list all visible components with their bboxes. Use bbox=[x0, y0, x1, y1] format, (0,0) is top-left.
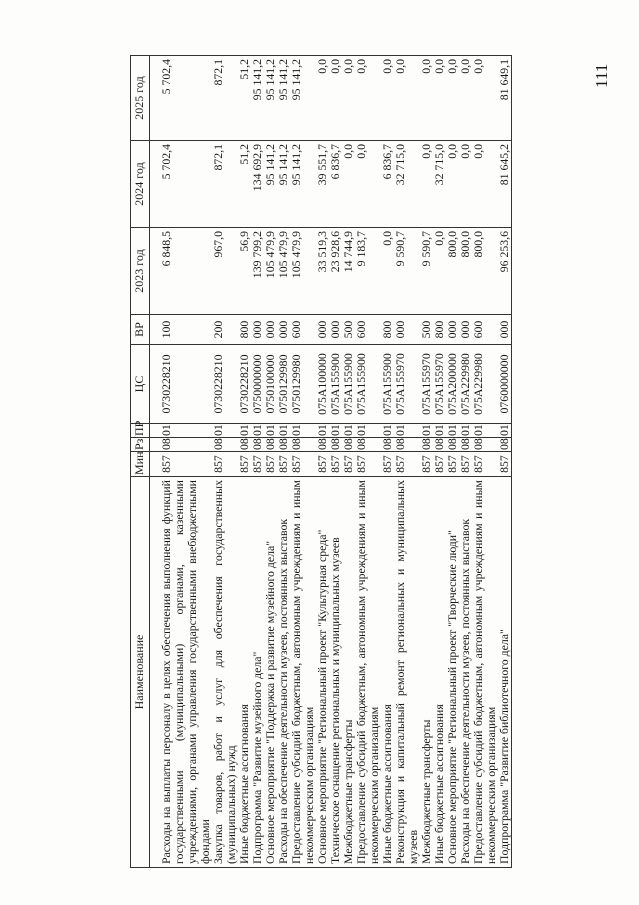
row-name: Основное мероприятие "Региональный проект "Творческие люди" bbox=[446, 477, 459, 868]
row-rz: 08 bbox=[472, 438, 498, 452]
row-cs: 0760000000 bbox=[498, 345, 512, 424]
row-amount-2023: 6 848,5 bbox=[160, 228, 212, 315]
row-amount-2023: 9 590,7 bbox=[420, 228, 433, 315]
budget-table bbox=[130, 55, 512, 868]
row-min: 857 bbox=[342, 452, 355, 477]
row-pr: 01 bbox=[160, 424, 212, 438]
row-vr: 000 bbox=[329, 315, 342, 345]
row-pr: 01 bbox=[445, 424, 459, 436]
row-vr: 000 bbox=[498, 315, 512, 345]
row-amount-2024: 95 141,2 bbox=[290, 141, 316, 228]
row-rz: 08 bbox=[276, 438, 290, 450]
row-cs: 0750000000 bbox=[251, 345, 264, 424]
row-amount-2023: 23 928,6 bbox=[329, 228, 342, 315]
row-amount-2023: 33 519,3 bbox=[316, 228, 329, 315]
row-pr: 01 bbox=[250, 424, 264, 436]
row-amount-2023: 105 479,9 bbox=[290, 228, 316, 315]
table-row bbox=[472, 56, 498, 868]
row-vr: 800 bbox=[238, 315, 251, 345]
row-min: 857 bbox=[212, 452, 238, 477]
row-name: Межбюджетные трансферты bbox=[420, 477, 433, 868]
row-vr: 100 bbox=[160, 315, 212, 345]
row-cs: 0750129980 bbox=[277, 345, 290, 424]
row-cs: 075A229980 bbox=[459, 345, 472, 424]
row-name: Основное мероприятие "Поддержка и развитие музейного дела" bbox=[264, 477, 277, 868]
row-amount-2024: 81 645,2 bbox=[498, 141, 512, 228]
table-row bbox=[394, 56, 420, 868]
budget-table-page bbox=[130, 56, 622, 868]
row-amount-2024: 32 715,0 bbox=[433, 141, 446, 228]
row-name: Расходы на обеспечение деятельности музеев, постоянных выставок bbox=[277, 477, 290, 868]
row-amount-2023: 0,0 bbox=[433, 228, 446, 315]
row-amount-2023: 105 479,9 bbox=[264, 228, 277, 315]
row-amount-2023: 96 253,6 bbox=[498, 228, 512, 315]
row-cs: 075A155900 bbox=[342, 345, 355, 424]
row-name: Предоставление субсидий бюджетным, автономным учреждениям и иным некоммерческим организациям bbox=[472, 477, 498, 868]
header-cs: ЦС bbox=[131, 345, 150, 424]
table-header-row bbox=[131, 56, 150, 868]
row-amount-2024: 6 836,7 bbox=[381, 141, 394, 228]
row-amount-2025: 0,0 bbox=[329, 56, 342, 141]
row-cs: 075A229980 bbox=[472, 345, 498, 424]
row-pr: 01 bbox=[263, 424, 277, 436]
row-min: 857 bbox=[433, 452, 446, 477]
row-pr: 01 bbox=[276, 424, 290, 436]
row-amount-2024: 95 141,2 bbox=[277, 141, 290, 228]
header-2025: 2025 год bbox=[131, 56, 150, 141]
table-row bbox=[160, 56, 212, 868]
row-min: 857 bbox=[238, 452, 251, 477]
row-rz: 08 bbox=[432, 438, 446, 450]
row-rz: 08 bbox=[341, 438, 355, 450]
header-pr: ПР bbox=[131, 424, 150, 438]
row-name: Закупка товаров, работ и услуг для обеспечения государственных (муниципальных) нужд bbox=[212, 477, 238, 868]
row-rz: 08 bbox=[160, 438, 212, 452]
row-amount-2023: 14 744,9 bbox=[342, 228, 355, 315]
row-rz: 08 bbox=[315, 438, 329, 450]
row-pr: 01 bbox=[237, 424, 251, 436]
row-amount-2025: 5 702,4 bbox=[160, 56, 212, 141]
row-amount-2023: 105 479,9 bbox=[277, 228, 290, 315]
row-name: Межбюджетные трансферты bbox=[342, 477, 355, 868]
row-amount-2024: 872,1 bbox=[212, 141, 238, 228]
row-amount-2023: 139 799,2 bbox=[251, 228, 264, 315]
row-vr: 000 bbox=[394, 315, 420, 345]
row-min: 857 bbox=[329, 452, 342, 477]
row-pr: 01 bbox=[497, 424, 511, 436]
row-pr: 01 bbox=[315, 424, 329, 436]
header-2023: 2023 год bbox=[131, 228, 150, 315]
row-amount-2024: 39 551,7 bbox=[316, 141, 329, 228]
row-name: Иные бюджетные ассигнования bbox=[433, 477, 446, 868]
table-body bbox=[150, 56, 512, 868]
row-vr: 000 bbox=[251, 315, 264, 345]
row-pr: 01 bbox=[341, 424, 355, 436]
row-cs: 0730228210 bbox=[212, 345, 238, 424]
row-amount-2025: 95 141,2 bbox=[264, 56, 277, 141]
row-name: Расходы на обеспечение деятельности музеев, постоянных выставок bbox=[459, 477, 472, 868]
row-amount-2025: 0,0 bbox=[394, 56, 420, 141]
row-amount-2025: 0,0 bbox=[459, 56, 472, 141]
row-amount-2023: 800,0 bbox=[472, 228, 498, 315]
row-rz: 08 bbox=[355, 438, 381, 452]
row-cs: 075A100000 bbox=[316, 345, 329, 424]
row-rz: 08 bbox=[328, 438, 342, 450]
row-min: 857 bbox=[277, 452, 290, 477]
row-min: 857 bbox=[394, 452, 420, 477]
row-min: 857 bbox=[160, 452, 212, 477]
row-pr: 01 bbox=[458, 424, 472, 436]
row-amount-2024: 6 836,7 bbox=[329, 141, 342, 228]
row-pr: 01 bbox=[394, 424, 420, 438]
row-cs: 075A155900 bbox=[381, 345, 394, 424]
row-vr: 800 bbox=[433, 315, 446, 345]
row-min: 857 bbox=[420, 452, 433, 477]
row-amount-2024: 134 692,9 bbox=[251, 141, 264, 228]
row-min: 857 bbox=[355, 452, 381, 477]
row-amount-2024: 0,0 bbox=[472, 141, 498, 228]
row-rz: 08 bbox=[458, 438, 472, 450]
row-name: Предоставление субсидий бюджетным, автономным учреждениям и иным некоммерческим организациям bbox=[355, 477, 381, 868]
row-cs: 0750129980 bbox=[290, 345, 316, 424]
row-amount-2024: 0,0 bbox=[355, 141, 381, 228]
row-cs: 075A155970 bbox=[433, 345, 446, 424]
row-min: 857 bbox=[498, 452, 512, 477]
row-cs: 075A200000 bbox=[446, 345, 459, 424]
row-amount-2024: 0,0 bbox=[446, 141, 459, 228]
row-amount-2025: 95 141,2 bbox=[290, 56, 316, 141]
row-name: Подпрограмма "Развитие музейного дела" bbox=[251, 477, 264, 868]
row-min: 857 bbox=[472, 452, 498, 477]
row-amount-2025: 0,0 bbox=[433, 56, 446, 141]
row-amount-2023: 0,0 bbox=[381, 228, 394, 315]
row-rz: 08 bbox=[237, 438, 251, 450]
row-min: 857 bbox=[446, 452, 459, 477]
row-cs: 075A155970 bbox=[420, 345, 433, 424]
row-vr: 600 bbox=[355, 315, 381, 345]
row-amount-2025: 51,2 bbox=[238, 56, 251, 141]
row-pr: 01 bbox=[328, 424, 342, 436]
row-cs: 075A155900 bbox=[355, 345, 381, 424]
row-vr: 200 bbox=[212, 315, 238, 345]
row-amount-2025: 872,1 bbox=[212, 56, 238, 141]
row-amount-2024: 32 715,0 bbox=[394, 141, 420, 228]
row-pr: 01 bbox=[419, 424, 433, 436]
row-pr: 01 bbox=[472, 424, 498, 438]
row-min: 857 bbox=[251, 452, 264, 477]
row-pr: 01 bbox=[380, 424, 394, 436]
row-amount-2023: 800,0 bbox=[459, 228, 472, 315]
row-pr: 01 bbox=[290, 424, 316, 438]
row-cs: 075A155900 bbox=[329, 345, 342, 424]
row-amount-2025: 0,0 bbox=[420, 56, 433, 141]
table-row bbox=[498, 56, 512, 868]
row-rz: 08 bbox=[445, 438, 459, 450]
row-amount-2025: 0,0 bbox=[472, 56, 498, 141]
row-rz: 08 bbox=[380, 438, 394, 450]
row-amount-2025: 0,0 bbox=[446, 56, 459, 141]
row-amount-2023: 9 590,7 bbox=[394, 228, 420, 315]
row-vr: 000 bbox=[446, 315, 459, 345]
header-name: Наименование bbox=[131, 477, 150, 868]
header-vr: ВР bbox=[131, 315, 150, 345]
row-min: 857 bbox=[459, 452, 472, 477]
row-amount-2025: 0,0 bbox=[355, 56, 381, 141]
row-rz: 08 bbox=[263, 438, 277, 450]
row-cs: 075A155970 bbox=[394, 345, 420, 424]
row-vr: 000 bbox=[459, 315, 472, 345]
row-amount-2024: 95 141,2 bbox=[264, 141, 277, 228]
row-min: 857 bbox=[316, 452, 329, 477]
row-amount-2025: 0,0 bbox=[316, 56, 329, 141]
row-amount-2023: 800,0 bbox=[446, 228, 459, 315]
row-pr: 01 bbox=[432, 424, 446, 436]
page-number: 111 bbox=[592, 63, 611, 88]
row-min: 857 bbox=[381, 452, 394, 477]
row-name: Техническое оснащение региональных и муниципальных музеев bbox=[329, 477, 342, 868]
row-name: Реконструкция и капитальный ремонт региональных и муниципальных музеев bbox=[394, 477, 420, 868]
row-amount-2023: 9 183,7 bbox=[355, 228, 381, 315]
row-amount-2025: 0,0 bbox=[342, 56, 355, 141]
table-row bbox=[212, 56, 238, 868]
row-amount-2024: 51,2 bbox=[238, 141, 251, 228]
header-2024: 2024 год bbox=[131, 141, 150, 228]
table-row bbox=[290, 56, 316, 868]
row-name: Основное мероприятие "Региональный проект "Культурная среда" bbox=[316, 477, 329, 868]
row-vr: 000 bbox=[277, 315, 290, 345]
row-amount-2024: 5 702,4 bbox=[160, 141, 212, 228]
row-rz: 08 bbox=[250, 438, 264, 450]
row-amount-2023: 56,9 bbox=[238, 228, 251, 315]
row-amount-2024: 0,0 bbox=[342, 141, 355, 228]
table-row bbox=[355, 56, 381, 868]
row-rz: 08 bbox=[394, 438, 420, 452]
row-amount-2024: 0,0 bbox=[420, 141, 433, 228]
row-pr: 01 bbox=[355, 424, 381, 438]
row-cs: 0750100000 bbox=[264, 345, 277, 424]
row-vr: 000 bbox=[264, 315, 277, 345]
row-cs: 0730228210 bbox=[238, 345, 251, 424]
row-rz: 08 bbox=[497, 438, 511, 450]
row-amount-2025: 0,0 bbox=[381, 56, 394, 141]
row-name: Иные бюджетные ассигнования bbox=[238, 477, 251, 868]
row-cs: 0730228210 bbox=[160, 345, 212, 424]
header-min: Мин bbox=[131, 452, 150, 477]
row-min: 857 bbox=[264, 452, 277, 477]
row-amount-2025: 95 141,2 bbox=[277, 56, 290, 141]
row-rz: 08 bbox=[290, 438, 316, 452]
row-pr: 01 bbox=[212, 424, 238, 438]
row-rz: 08 bbox=[419, 438, 433, 450]
row-amount-2024: 0,0 bbox=[459, 141, 472, 228]
row-vr: 800 bbox=[381, 315, 394, 345]
row-vr: 000 bbox=[316, 315, 329, 345]
row-min: 857 bbox=[290, 452, 316, 477]
row-name: Подпрограмма "Развитие библиотечного дела" bbox=[498, 477, 512, 868]
header-rz: Рз bbox=[131, 438, 150, 452]
row-vr: 600 bbox=[290, 315, 316, 345]
row-name: Расходы на выплаты персоналу в целях обеспечения выполнения функций государственными (муниципальными) органами, казенными учреждениями, органами управления государственными внебюджетными фондами bbox=[160, 477, 212, 868]
row-amount-2025: 81 649,1 bbox=[498, 56, 512, 141]
row-rz: 08 bbox=[212, 438, 238, 452]
row-amount-2025: 95 141,2 bbox=[251, 56, 264, 141]
row-vr: 500 bbox=[420, 315, 433, 345]
row-name: Иные бюджетные ассигнования bbox=[381, 477, 394, 868]
row-vr: 600 bbox=[472, 315, 498, 345]
row-vr: 500 bbox=[342, 315, 355, 345]
row-amount-2023: 967,0 bbox=[212, 228, 238, 315]
row-name: Предоставление субсидий бюджетным, автономным учреждениям и иным некоммерческим организациям bbox=[290, 477, 316, 868]
